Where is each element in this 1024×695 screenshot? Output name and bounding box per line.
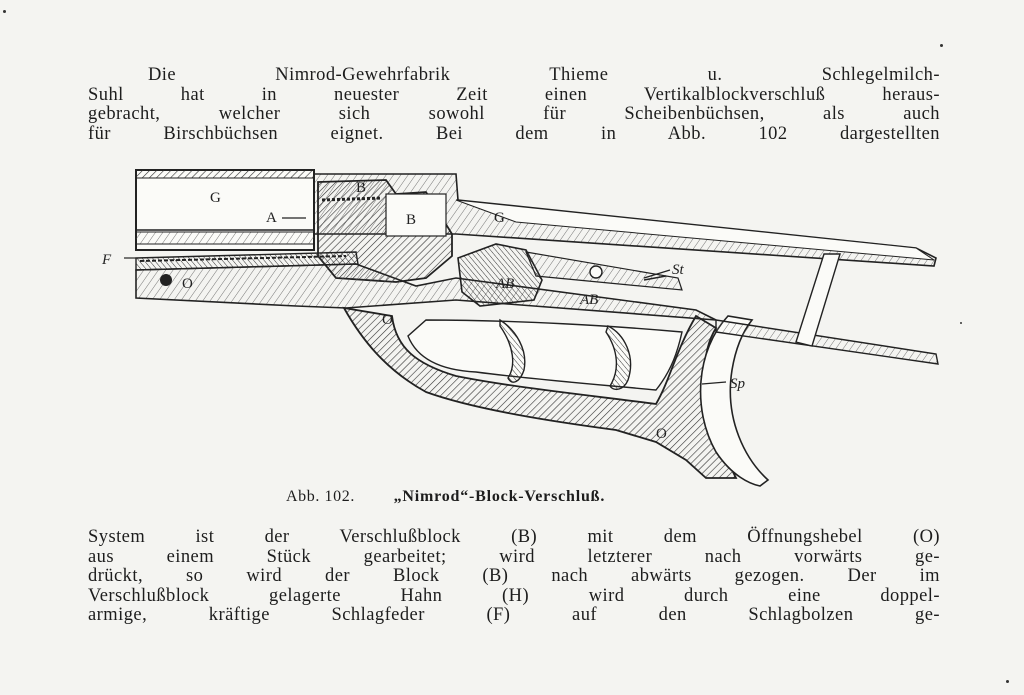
figure-illustration — [96, 160, 946, 490]
barrel-section — [136, 170, 314, 250]
label-a: A — [266, 210, 277, 226]
label-o-mid: O — [382, 312, 393, 328]
label-o-bottom: O — [656, 426, 667, 442]
bottom-paragraph — [88, 528, 940, 626]
page-speck — [940, 44, 943, 47]
paragraph-line: aus einem Stück gearbeitet; wird letzterer nach vorwärts ge- — [88, 546, 940, 567]
top-paragraph — [88, 66, 940, 144]
paragraph-line: für Birschbüchsen eignet. Bei dem in Abb. 102 dargestellten — [88, 123, 940, 144]
figure-caption — [286, 488, 605, 506]
page-speck — [3, 10, 6, 13]
paragraph-line: Die Nimrod-Gewehrfabrik Thieme u. Schlegelmilch- — [148, 65, 940, 85]
paragraph-line: armige, kräftige Schlagfeder (F) auf den Schlagbolzen ge- — [88, 605, 940, 626]
paragraph-line: System ist der Verschlußblock (B) mit dem Öffnungshebel (O) — [88, 527, 940, 547]
label-g-right: G — [494, 210, 505, 226]
page-speck — [1006, 680, 1009, 683]
tang-strap — [716, 254, 938, 364]
caption-title: „Nimrod“-Block-Verschluß. — [393, 488, 606, 505]
label-ab-left: AB — [496, 276, 515, 292]
pivot-pin-icon — [160, 274, 172, 286]
label-ab-right: AB — [580, 292, 599, 308]
caption-label: Abb. 102. — [286, 488, 355, 505]
label-g-left: G — [210, 190, 221, 206]
label-b-top: B — [356, 180, 367, 196]
opening-lever — [344, 308, 736, 478]
label-sp: Sp — [730, 376, 745, 392]
page-speck — [960, 322, 962, 324]
label-o-left: O — [182, 276, 193, 292]
breech-mechanism-drawing — [96, 160, 946, 490]
label-b-mid: B — [406, 212, 417, 228]
label-f: F — [102, 252, 112, 268]
paragraph-line: gebracht, welcher sich sowohl für Scheibenbüchsen, als auch — [88, 104, 940, 125]
label-st: St — [672, 262, 684, 278]
paragraph-line: Verschlußblock gelagerte Hahn (H) wird durch eine doppel- — [88, 585, 940, 606]
paragraph-line: Suhl hat in neuester Zeit einen Vertikalblockverschluß heraus- — [88, 84, 940, 105]
paragraph-line: drückt, so wird der Block (B) nach abwärts gezogen. Der im — [88, 566, 940, 587]
